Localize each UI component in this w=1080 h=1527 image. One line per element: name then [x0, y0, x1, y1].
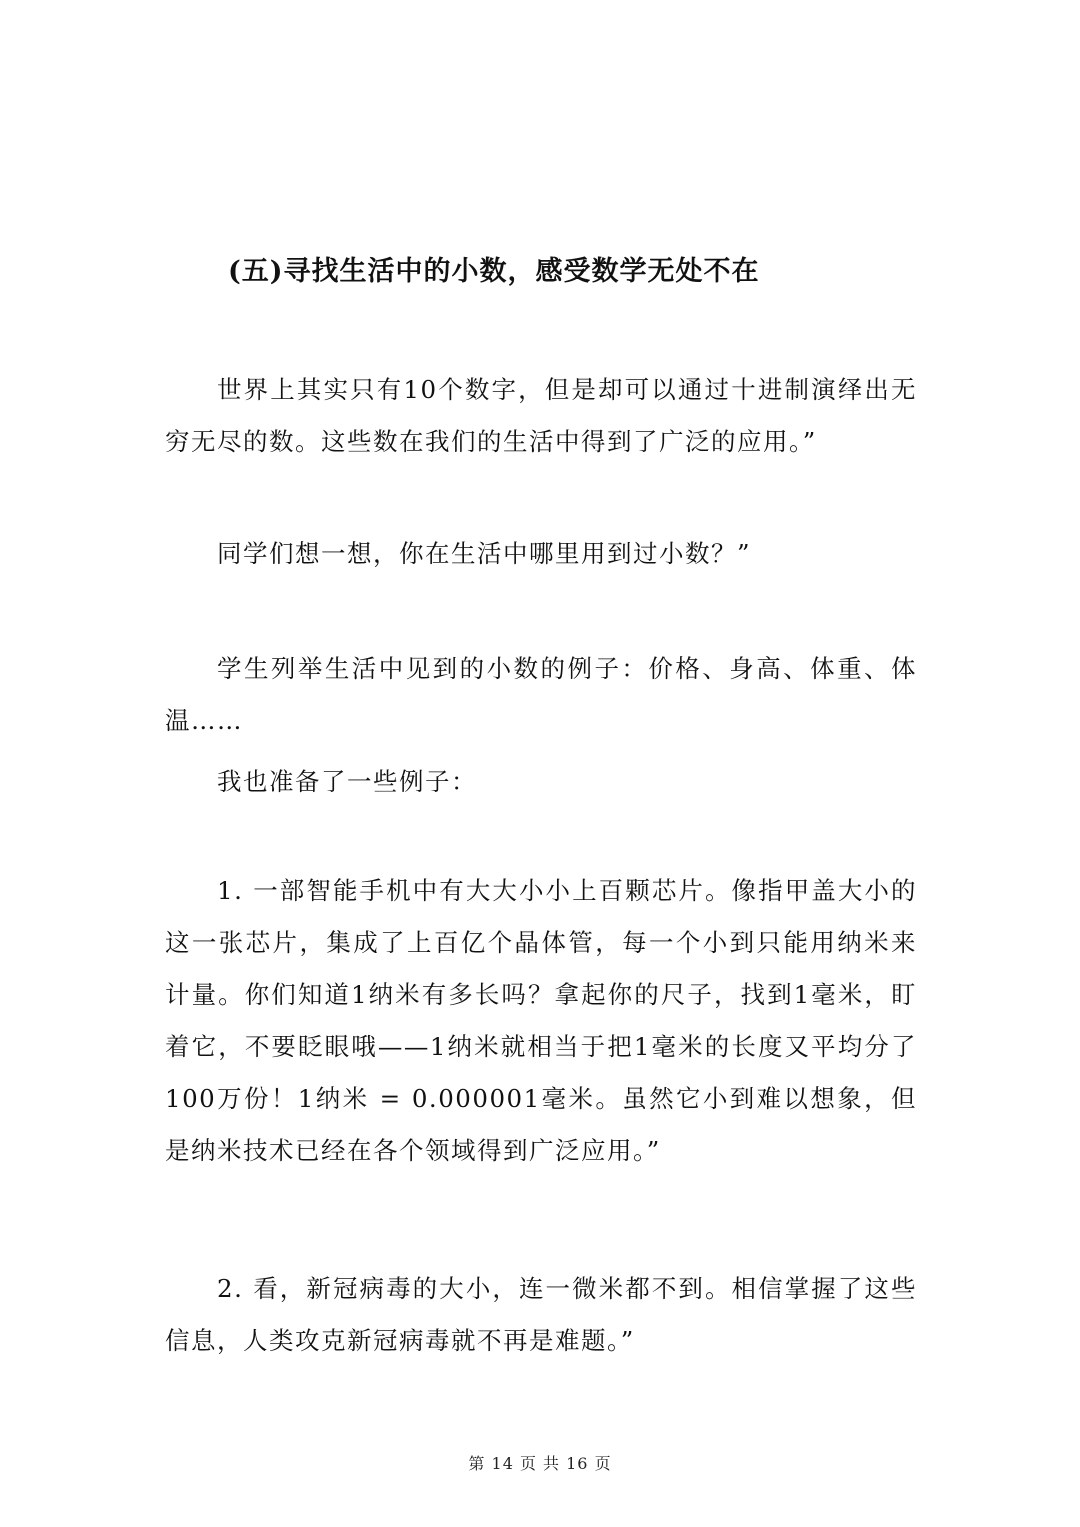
paragraph-example-nanometer: 1. 一部智能手机中有大大小小上百颗芯片。像指甲盖大小的这一张芯片，集成了上百亿个晶体管，每一个小到只能用纳米来计量。你们知道1纳米有多长吗？拿起你的尺子，找到1毫米，盯着它，不要眨眼哦——1纳米就相当于把1毫米的长度又平均分了100万份！1纳米 = 0.000001毫米。虽然它小到难以想象，但是纳米技术已经在各个领域得到广泛应用。”: [165, 876, 917, 1165]
paragraph-student-examples: 学生列举生活中见到的小数的例子：价格、身高、体重、体温……: [165, 654, 917, 735]
paragraph-ten-digits: 世界上其实只有10个数字，但是却可以通过十进制演绎出无穷无尽的数。这些数在我们的生活中得到了广泛的应用。”: [165, 375, 917, 456]
paragraph-example-virus: 2. 看，新冠病毒的大小，连一微米都不到。相信掌握了这些信息，人类攻克新冠病毒就不再是难题。”: [165, 1274, 917, 1355]
paragraph-question: 同学们想一想，你在生活中哪里用到过小数？”: [217, 539, 752, 568]
paragraph-prepared-examples: 我也准备了一些例子：: [217, 767, 477, 796]
section-heading: (五)寻找生活中的小数，感受数学无处不在: [228, 256, 760, 287]
page-footer: 第 14 页 共 16 页: [468, 1454, 612, 1473]
